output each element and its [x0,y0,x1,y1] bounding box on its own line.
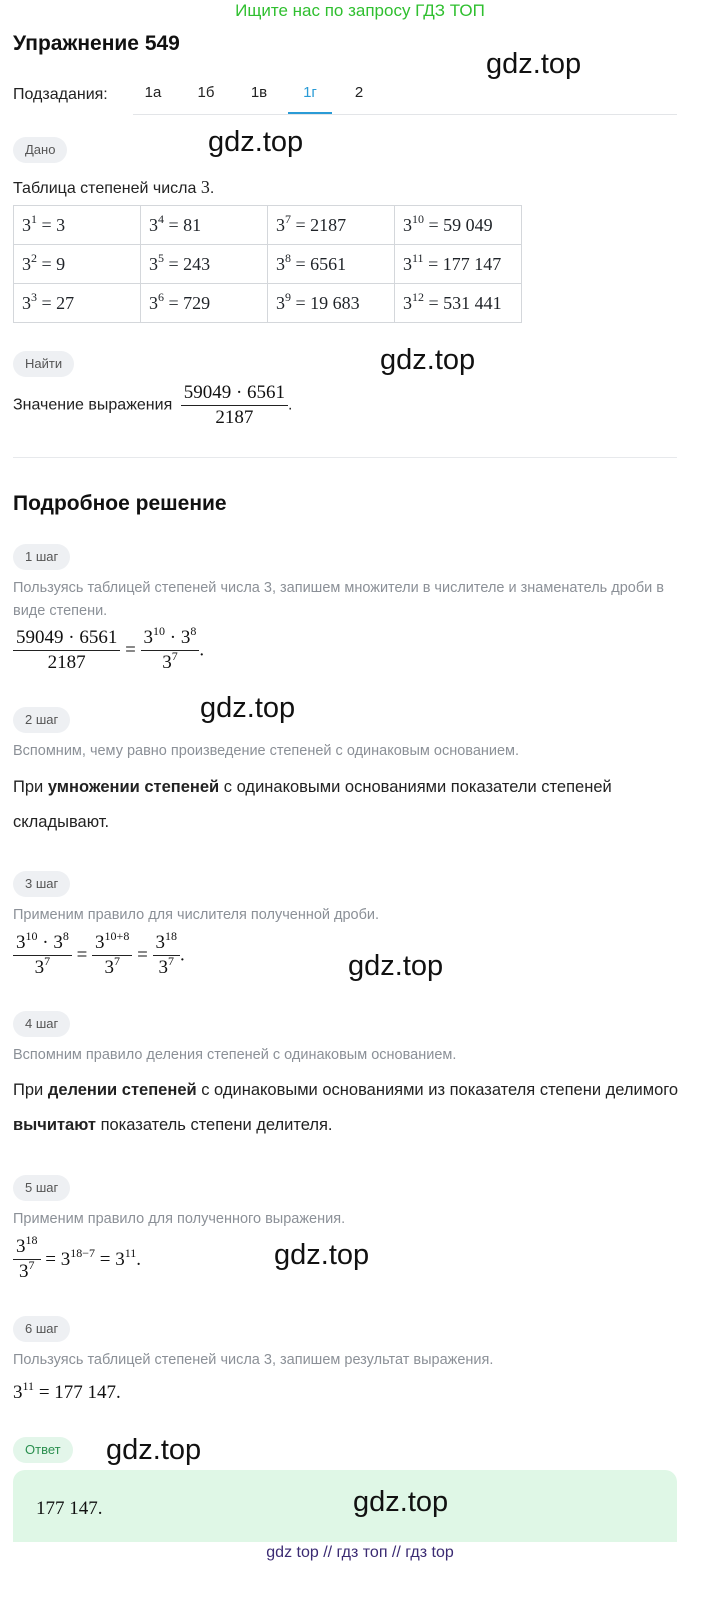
answer-badge: Ответ [13,1437,73,1463]
watermark: gdz.top [208,126,304,158]
watermark: gdz.top [106,1434,202,1466]
table-cell: $3^{11} = 177$ 147 [395,245,522,284]
step-4-rule [13,1073,683,1143]
step-1-text: Пользуясь таблицей степеней числа 3, запишем множители в числителе и знаменатель дроби в виде степени. [13,580,664,619]
table-cell: $3^9 = 19$ 683 [268,284,395,323]
step-2-text: Вспомним, чему равно произведение степеней с одинаковым основанием. [13,743,520,759]
step-3-text: Применим правило для числителя полученной дроби. [13,907,380,923]
step-1-formula: $\frac{59049 \cdot 6561}{2187}$ = $\frac{3^{10} \cdot 3^8}{3^7}$ . [13,627,204,674]
watermark: gdz.top [380,344,476,376]
step-2-rule [13,770,683,840]
step-2-badge: 2 шаг [13,707,70,733]
watermark: gdz.top [274,1239,370,1271]
page-title: Упражнение 549 [13,32,180,55]
rule-text: При [13,778,48,796]
step-4-badge: 4 шаг [13,1011,70,1037]
rule-bold: умножении степеней [47,778,220,796]
table-cell: $3^7 = 2187$ [268,206,395,245]
search-banner: Ищите нас по запросу ГДЗ ТОП [235,1,485,20]
tab-1b[interactable]: 1б [197,84,215,101]
step-1-badge: 1 шаг [13,544,70,570]
table-cell: $3^2 = 9$ [14,245,141,284]
subtasks-label: Подзадания: [13,86,108,103]
watermark: gdz.top [353,1486,449,1518]
rule-text: показатель степени делителя. [95,1116,333,1134]
watermark: gdz.top [200,692,296,724]
subtask-tabs [133,80,677,115]
rule-text: При [13,1081,48,1099]
find-text: Значение выражения $\frac{59049 \cdot 6561}{2187}$ . [13,382,293,428]
tab-2[interactable]: 2 [354,84,364,101]
rule-bold: вычитают [13,1116,96,1134]
table-row [14,245,522,284]
table-row [14,284,522,323]
step-6-result: = 177 147. [38,1382,121,1403]
table-cell: $3^4 = 81$ [141,206,268,245]
tab-1a[interactable]: 1а [144,84,162,101]
given-text: Таблица степеней числа 3. [13,177,215,197]
step-6-badge: 6 шаг [13,1316,70,1342]
table-cell: $3^5 = 243$ [141,245,268,284]
watermark: gdz.top [348,950,444,982]
step-6-text: Пользуясь таблицей степеней числа 3, запишем результат выражения. [13,1352,494,1368]
step-5-formula: $\frac{3^{18}}{3^7}$ = $3^{18-7} = 3^{11}$. [13,1236,141,1283]
step-6-formula: $3^{11} = 177$ 147. [13,1379,121,1403]
rule-text: с одинаковыми основаниями показатели степеней складывают. [13,778,612,831]
table-cell: $3^6 = 729$ [141,284,268,323]
watermark: gdz.top [486,48,582,80]
step-4-text: Вспомним правило деления степеней с одинаковым основанием. [13,1047,457,1063]
answer-box [13,1470,677,1542]
divider [13,457,677,458]
rule-text: с одинаковыми основаниями из показателя степени делимого [196,1081,679,1099]
active-tab-indicator [288,112,332,114]
table-cell: $3^1 = 3$ [14,206,141,245]
table-row [14,206,522,245]
solution-title: Подробное решение [13,492,227,515]
table-cell: $3^3 = 27$ [14,284,141,323]
table-cell: $3^{12} = 531$ 441 [395,284,522,323]
table-cell: $3^{10} = 59$ 049 [395,206,522,245]
tab-1v[interactable]: 1в [250,84,268,101]
step-5-text: Применим правило для полученного выражения. [13,1211,346,1227]
table-cell: $3^8 = 6561$ [268,245,395,284]
step-5-badge: 5 шаг [13,1175,70,1201]
find-fraction [181,382,288,429]
answer-value: 177 147. [36,1498,103,1519]
rule-bold: делении степеней [47,1081,197,1099]
given-badge: Дано [13,137,67,163]
powers-table [13,205,522,323]
step-3-badge: 3 шаг [13,871,70,897]
tab-1g[interactable]: 1г [303,84,317,101]
powers-table-wrapper [13,205,522,323]
step-3-formula: $\frac{3^{10} \cdot 3^8}{3^7}$ = $\frac{3^{10+8}}{3^7}$ = $\frac{3^{18}}{3^7}$ . [13,932,185,979]
find-label: Значение выражения [13,396,173,414]
find-denominator: 2187 [215,407,254,428]
given-base: 3 [200,177,210,197]
footer-links[interactable]: gdz top // гдз топ // гдз top [266,1544,454,1561]
find-numerator: 59049 · 6561 [181,382,288,406]
find-badge: Найти [13,351,74,377]
given-label: Таблица степеней числа [13,180,197,197]
